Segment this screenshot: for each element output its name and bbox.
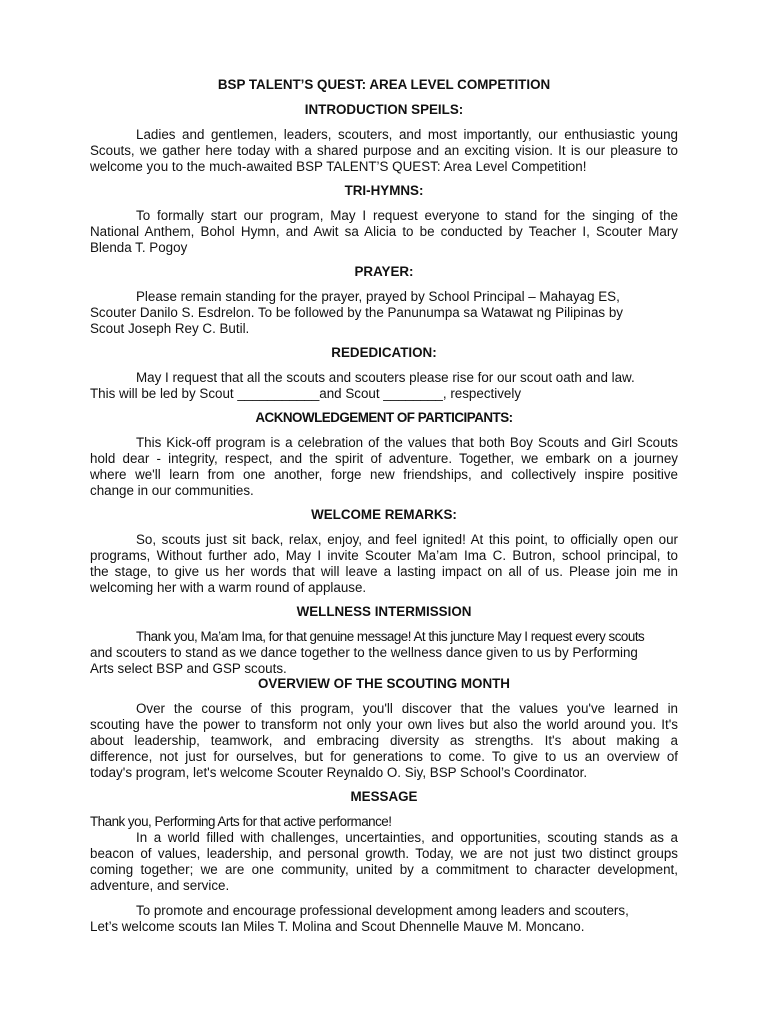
paragraph-line: Scouter Danilo S. Esdrelon. To be followed by the Panunumpa sa Watawat ng Pilipinas by	[90, 305, 623, 320]
paragraph-line: welcoming her with a warm round of applause.	[90, 580, 367, 595]
paragraph-line: hold dear - integrity, respect, and the spirit of adventure. Together, we embark on a journey	[90, 451, 678, 466]
paragraph-line: coming together; we are one community, united by a commitment to character development,	[90, 862, 678, 877]
section-heading-rededication: REDEDICATION:	[331, 345, 437, 360]
paragraph-line: Scout Joseph Rey C. Butil.	[90, 321, 250, 336]
section-heading-welcome-remarks: WELCOME REMARKS:	[311, 507, 457, 522]
paragraph-line: change in our communities.	[90, 483, 254, 498]
paragraph-line: adventure, and service.	[90, 878, 230, 893]
paragraph-line: Please remain standing for the prayer, prayed by School Principal – Mahayag ES,	[136, 289, 620, 304]
paragraph-line: beacon of values, leadership, and personal growth. Today, we are not just two distinct groups	[90, 846, 678, 861]
paragraph-line: Let’s welcome scouts Ian Miles T. Molina and Scout Dhennelle Mauve M. Moncano.	[90, 919, 585, 934]
section-heading-message: MESSAGE	[350, 789, 418, 804]
paragraph-line: Ladies and gentlemen, leaders, scouters, and most importantly, our enthusiastic young	[136, 127, 678, 142]
section-heading-wellness-intermission: WELLNESS INTERMISSION	[296, 604, 472, 619]
paragraph-line: where we'll learn from one another, forge new friendships, and collectively inspire positive	[90, 467, 678, 482]
paragraph-line: In a world filled with challenges, uncertainties, and opportunities, scouting stands as a	[136, 830, 678, 845]
paragraph-line: programs, Without further ado, May I invite Scouter Ma’am Ima C. Butron, school principal, to	[90, 548, 678, 563]
paragraph-line: Scouts, we gather here today with a shared purpose and an exciting vision. It is our pleasure to	[90, 143, 678, 158]
paragraph-line: Over the course of this program, you'll discover that the values you've learned in	[136, 701, 678, 716]
paragraph-line: So, scouts just sit back, relax, enjoy, and feel ignited! At this point, to officially open our	[136, 532, 678, 547]
section-heading-overview: OVERVIEW OF THE SCOUTING MONTH	[258, 676, 510, 691]
section-heading-prayer: PRAYER:	[354, 264, 414, 279]
paragraph-line: welcome you to the much-awaited BSP TALENT’S QUEST: Area Level Competition!	[90, 159, 587, 174]
paragraph-line: Thank you, Performing Arts for that active performance!	[90, 814, 392, 829]
section-heading-acknowledgement: ACKNOWLEDGEMENT OF PARTICIPANTS:	[255, 410, 513, 425]
paragraph-line: Arts select BSP and GSP scouts.	[90, 661, 287, 676]
section-heading-introduction: INTRODUCTION SPEILS:	[304, 102, 464, 117]
section-heading-tri-hymns: TRI-HYMNS:	[344, 183, 424, 198]
paragraph-line: To formally start our program, May I request everyone to stand for the singing of the	[136, 208, 678, 223]
paragraph-line: difference, not just for ourselves, but for generations to come. To give to us an overview of	[90, 749, 678, 764]
paragraph-line: This Kick-off program is a celebration of the values that both Boy Scouts and Girl Scouts	[136, 435, 678, 450]
paragraph-line: Thank you, Ma’am Ima, for that genuine message! At this juncture May I request every scouts	[136, 629, 645, 644]
paragraph-line: about leadership, teamwork, and embracing diversity as strengths. It's about making a	[90, 733, 678, 748]
paragraph-line: May I request that all the scouts and scouters please rise for our scout oath and law.	[136, 370, 635, 385]
paragraph-line: scouting have the power to transform not only your own lives but also the world around you. It's	[90, 717, 678, 732]
paragraph-line: National Anthem, Bohol Hymn, and Awit sa Alicia to be conducted by Teacher I, Scouter Mary	[90, 224, 678, 239]
paragraph-line: To promote and encourage professional development among leaders and scouters,	[136, 903, 629, 918]
document-title: BSP TALENT’S QUEST: AREA LEVEL COMPETITION	[217, 77, 551, 92]
paragraph-line: Blenda T. Pogoy	[90, 240, 188, 255]
paragraph-line: This will be led by Scout ___________and Scout ________, respectively	[90, 386, 522, 401]
paragraph-line: today's program, let's welcome Scouter Reynaldo O. Siy, BSP School’s Coordinator.	[90, 765, 588, 780]
paragraph-line: the stage, to give us her words that will leave a lasting impact on all of us. Please join me in	[90, 564, 678, 579]
paragraph-line: and scouters to stand as we dance together to the wellness dance given to us by Performing	[90, 645, 638, 660]
